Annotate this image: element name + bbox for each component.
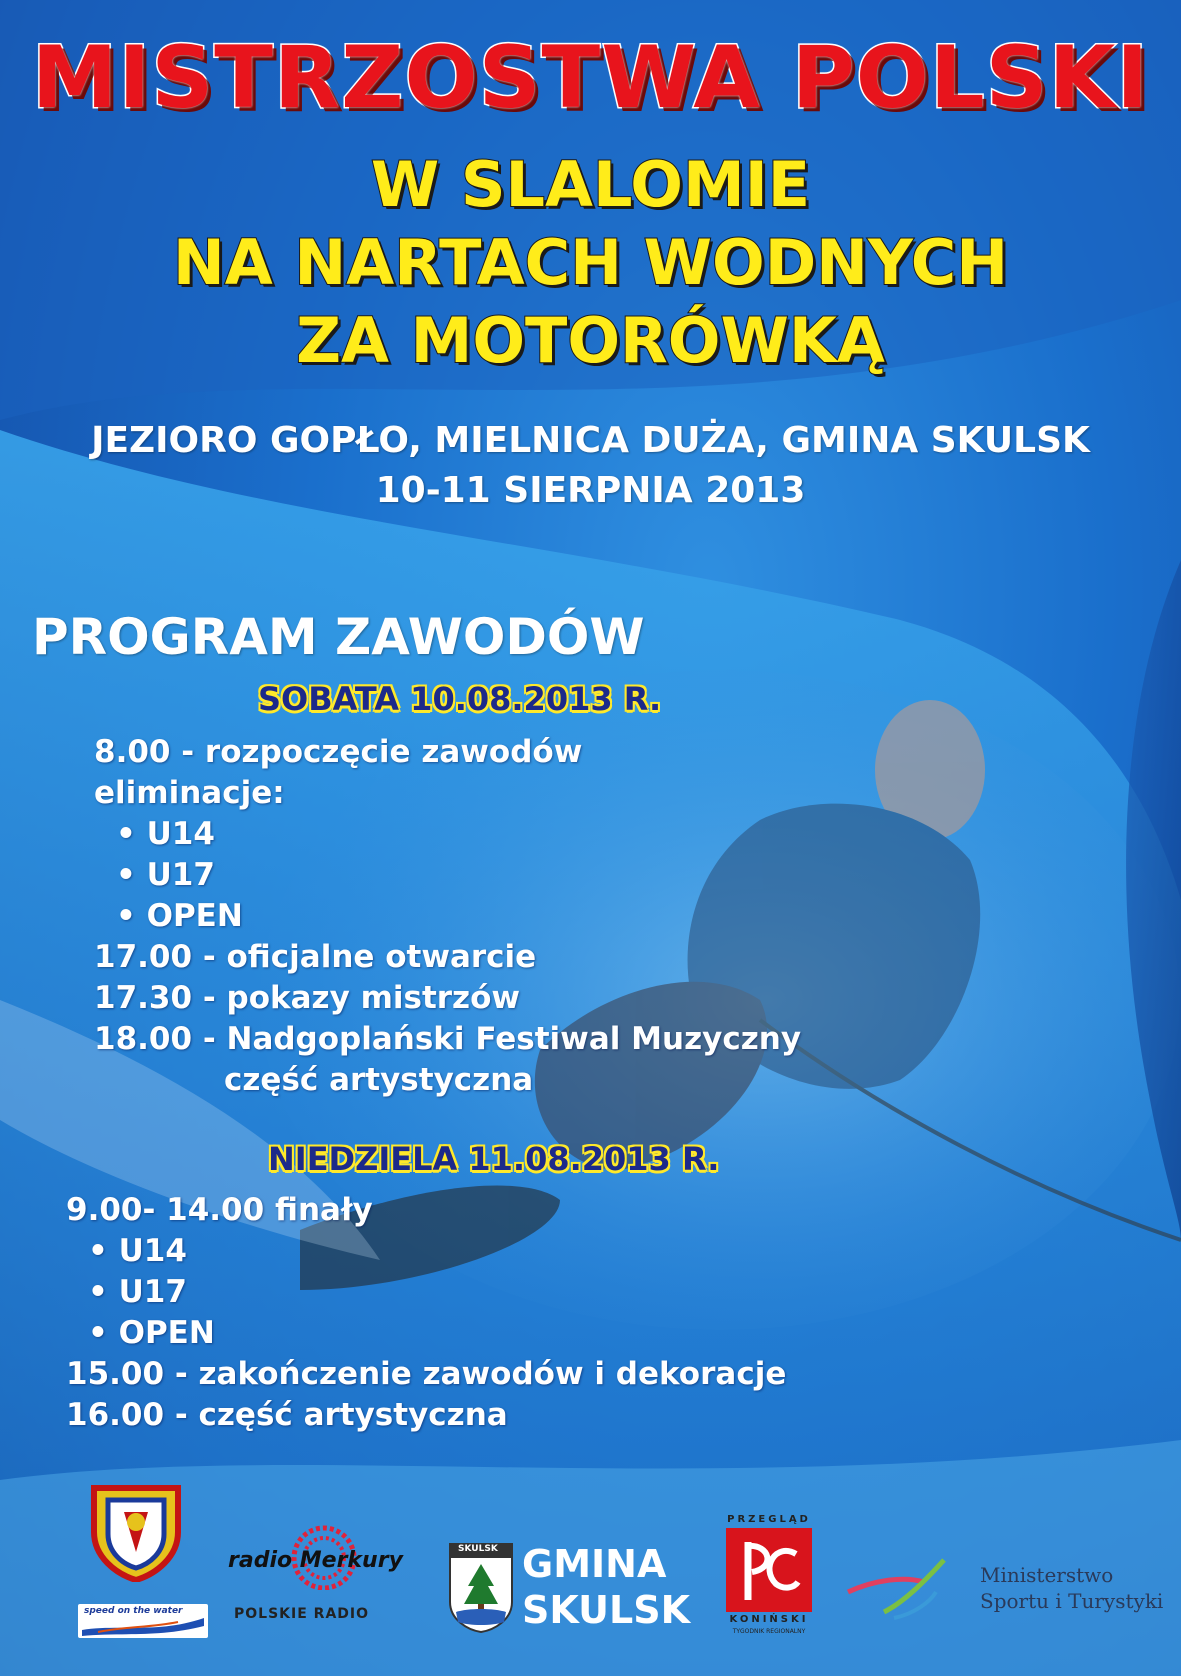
radio-merkury-logo: [228, 1520, 403, 1640]
gmina-line2: SKULSK: [522, 1588, 691, 1632]
ministry-line1: Ministerstwo: [980, 1563, 1114, 1587]
skulsk-crest-label: SKULSK: [458, 1544, 498, 1554]
przeglad-bottom: KONIŃSKI: [729, 1614, 809, 1625]
schedule-row: 8.00 - rozpoczęcie zawodów: [94, 734, 583, 770]
schedule-row: • U14: [88, 1233, 187, 1269]
gmina-line1: GMINA: [522, 1542, 667, 1586]
event-dates: 10-11 SIERPNIA 2013: [375, 470, 806, 511]
skulsk-crest-icon: [448, 1542, 514, 1634]
radio-sub: POLSKIE RADIO: [234, 1606, 370, 1622]
schedule-row: 18.00 - Nadgoplański Festiwal Muzyczny: [94, 1021, 802, 1057]
schedule-row: • OPEN: [116, 898, 243, 934]
schedule-row: 17.00 - oficjalne otwarcie: [94, 939, 537, 975]
pzmw-logo: [78, 1482, 208, 1642]
sponsor-logos: [0, 1470, 1181, 1670]
program-heading: PROGRAM ZAWODÓW: [32, 608, 645, 666]
schedule-row: 15.00 - zakończenie zawodów i dekoracje: [66, 1356, 787, 1392]
main-title: MISTRZOSTWA POLSKI: [31, 28, 1150, 128]
sunday-header: NIEDZIELA 11.08.2013 R.: [268, 1140, 720, 1178]
schedule-row: eliminacje:: [94, 775, 285, 811]
schedule-row: • U17: [88, 1274, 187, 1310]
sunday-schedule: [66, 1190, 786, 1436]
saturday-header: SOBATA 10.08.2013 R.: [258, 680, 662, 718]
event-location: JEZIORO GOPŁO, MIELNICA DUŻA, GMINA SKULSK: [91, 420, 1090, 461]
subtitle-line-1: W SLALOMIE: [370, 148, 811, 221]
subtitle-line-2: NA NARTACH WODNYCH: [172, 226, 1009, 299]
schedule-row: 16.00 - część artystyczna: [66, 1397, 508, 1433]
przeglad-sub: TYGODNIK REGIONALNY: [732, 1628, 806, 1635]
schedule-row: • OPEN: [88, 1315, 215, 1351]
przeglad-koninski-logo: [722, 1514, 816, 1644]
ministry-swoosh-icon: [844, 1552, 954, 1632]
przeglad-top: PRZEGLĄD: [727, 1514, 811, 1525]
schedule-row: • U17: [116, 857, 215, 893]
schedule-row: część artystyczna: [224, 1062, 534, 1098]
radio-name: radio Merkury: [228, 1548, 403, 1573]
schedule-row: 17.30 - pokazy mistrzów: [94, 980, 521, 1016]
ministry-logo: [844, 1552, 1164, 1642]
gmina-skulsk-logo: [448, 1542, 691, 1652]
pzmw-shield-icon: [86, 1482, 186, 1582]
saturday-schedule: [94, 732, 801, 1101]
schedule-row: 9.00- 14.00 finały: [66, 1192, 373, 1228]
subtitle-line-3: ZA MOTORÓWKĄ: [296, 304, 885, 377]
przeglad-mark-icon: [726, 1528, 812, 1612]
schedule-row: • U14: [116, 816, 215, 852]
pzmw-tagline: speed on the water: [84, 1606, 183, 1616]
ministry-line2: Sportu i Turystyki: [980, 1589, 1164, 1613]
